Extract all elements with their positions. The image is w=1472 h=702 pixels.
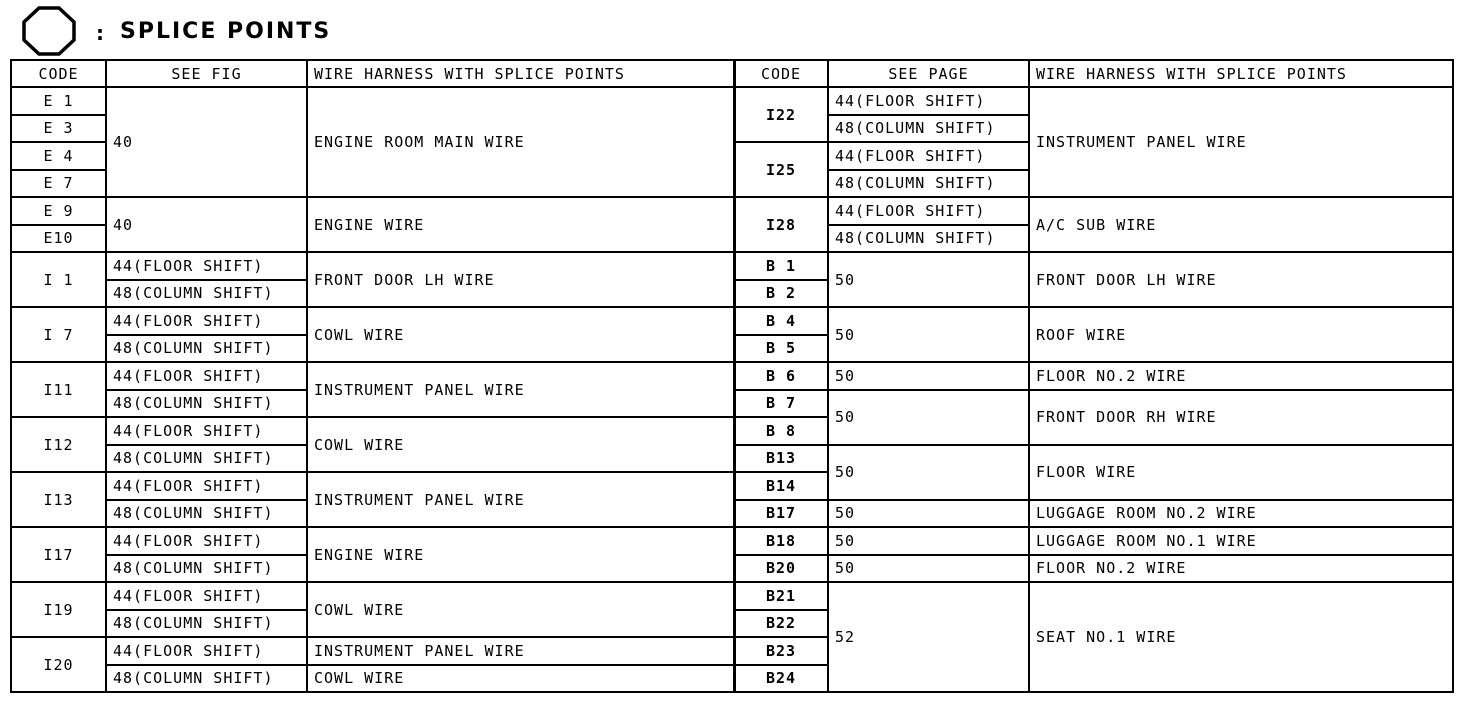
table-row	[11, 527, 735, 555]
code-cell: I13	[11, 472, 106, 527]
wire-harness-cell: INSTRUMENT PANEL WIRE	[307, 362, 735, 417]
see-fig-cell: 44(FLOOR SHIFT)	[106, 582, 307, 610]
table-row	[11, 252, 735, 280]
see-fig-cell: 44(FLOOR SHIFT)	[106, 362, 307, 390]
table-row	[11, 87, 735, 115]
column-header-code: CODE	[734, 60, 828, 87]
code-cell: B 4	[734, 307, 828, 335]
wire-harness-cell: LUGGAGE ROOM NO.2 WIRE	[1029, 500, 1453, 528]
see-fig-cell: 48(COLUMN SHIFT)	[106, 665, 307, 693]
column-header-wire-harness: WIRE HARNESS WITH SPLICE POINTS	[1029, 60, 1453, 87]
code-cell: B 7	[734, 390, 828, 418]
see-page-cell: 50	[828, 252, 1029, 307]
table-row	[734, 307, 1453, 335]
table-row	[734, 252, 1453, 280]
table-row	[734, 390, 1453, 418]
see-page-cell: 50	[828, 390, 1029, 445]
see-fig-cell: 40	[106, 87, 307, 197]
code-cell: B20	[734, 555, 828, 583]
code-cell: B21	[734, 582, 828, 610]
wire-harness-cell: COWL WIRE	[307, 417, 735, 472]
see-fig-cell: 44(FLOOR SHIFT)	[106, 637, 307, 665]
code-cell: E 4	[11, 142, 106, 170]
table-row	[11, 637, 735, 665]
wire-harness-cell: FRONT DOOR LH WIRE	[307, 252, 735, 307]
see-fig-cell: 48(COLUMN SHIFT)	[106, 280, 307, 308]
see-fig-cell: 48(COLUMN SHIFT)	[106, 335, 307, 363]
column-header-see-fig: SEE FIG	[106, 60, 307, 87]
see-fig-cell: 44(FLOOR SHIFT)	[106, 472, 307, 500]
code-cell: E 3	[11, 115, 106, 143]
see-fig-cell: 48(COLUMN SHIFT)	[106, 445, 307, 473]
table-row	[734, 500, 1453, 528]
table-row	[734, 555, 1453, 583]
wire-harness-cell: INSTRUMENT PANEL WIRE	[1029, 87, 1453, 197]
see-page-cell: 50	[828, 555, 1029, 583]
code-cell: B24	[734, 665, 828, 693]
splice-table-right	[733, 59, 1454, 693]
code-cell: B13	[734, 445, 828, 473]
see-fig-cell: 40	[106, 197, 307, 252]
code-cell: E 1	[11, 87, 106, 115]
code-cell: B22	[734, 610, 828, 638]
wire-harness-cell: FRONT DOOR LH WIRE	[1029, 252, 1453, 307]
code-cell: B 8	[734, 417, 828, 445]
wire-harness-cell: ENGINE ROOM MAIN WIRE	[307, 87, 735, 197]
see-page-cell: 44(FLOOR SHIFT)	[828, 87, 1029, 115]
code-cell: E 9	[11, 197, 106, 225]
code-cell: B17	[734, 500, 828, 528]
wire-harness-cell: FLOOR NO.2 WIRE	[1029, 362, 1453, 390]
see-page-cell: 50	[828, 500, 1029, 528]
wire-harness-cell: FLOOR WIRE	[1029, 445, 1453, 500]
wire-harness-cell: ENGINE WIRE	[307, 527, 735, 582]
wire-harness-cell: ROOF WIRE	[1029, 307, 1453, 362]
wire-harness-cell: COWL WIRE	[307, 665, 735, 693]
see-fig-cell: 44(FLOOR SHIFT)	[106, 307, 307, 335]
wire-harness-cell: INSTRUMENT PANEL WIRE	[307, 472, 735, 527]
wire-harness-cell: FLOOR NO.2 WIRE	[1029, 555, 1453, 583]
see-page-cell: 50	[828, 307, 1029, 362]
see-page-cell: 50	[828, 445, 1029, 500]
code-cell: I25	[734, 142, 828, 197]
column-header-wire-harness: WIRE HARNESS WITH SPLICE POINTS	[307, 60, 735, 87]
see-page-cell: 44(FLOOR SHIFT)	[828, 142, 1029, 170]
wire-harness-cell: ENGINE WIRE	[307, 197, 735, 252]
page-header	[22, 6, 331, 56]
table-header-row	[11, 60, 735, 87]
code-cell: I22	[734, 87, 828, 142]
see-page-cell: 48(COLUMN SHIFT)	[828, 225, 1029, 253]
table-row	[11, 665, 735, 693]
code-cell: B 1	[734, 252, 828, 280]
wire-harness-cell: A/C SUB WIRE	[1029, 197, 1453, 252]
splice-table-left	[10, 59, 736, 693]
table-row	[734, 197, 1453, 225]
table-row	[11, 417, 735, 445]
table-row	[734, 582, 1453, 610]
code-cell: B18	[734, 527, 828, 555]
code-cell: I 7	[11, 307, 106, 362]
code-cell: B23	[734, 637, 828, 665]
table-row	[11, 582, 735, 610]
wire-harness-cell: SEAT NO.1 WIRE	[1029, 582, 1453, 692]
code-cell: I19	[11, 582, 106, 637]
code-cell: E10	[11, 225, 106, 253]
see-page-cell: 44(FLOOR SHIFT)	[828, 197, 1029, 225]
wire-harness-cell: FRONT DOOR RH WIRE	[1029, 390, 1453, 445]
code-cell: I28	[734, 197, 828, 252]
octagon-icon	[22, 6, 76, 56]
table-header-row	[734, 60, 1453, 87]
see-fig-cell: 44(FLOOR SHIFT)	[106, 417, 307, 445]
table-row	[734, 362, 1453, 390]
page-title: SPLICE POINTS	[120, 18, 332, 44]
code-cell: E 7	[11, 170, 106, 198]
table-row	[11, 362, 735, 390]
code-cell: B 5	[734, 335, 828, 363]
see-fig-cell: 48(COLUMN SHIFT)	[106, 500, 307, 528]
see-fig-cell: 48(COLUMN SHIFT)	[106, 555, 307, 583]
see-page-cell: 50	[828, 527, 1029, 555]
see-fig-cell: 48(COLUMN SHIFT)	[106, 610, 307, 638]
code-cell: B 6	[734, 362, 828, 390]
table-row	[734, 527, 1453, 555]
table-row	[11, 197, 735, 225]
see-page-cell: 48(COLUMN SHIFT)	[828, 170, 1029, 198]
see-page-cell: 50	[828, 362, 1029, 390]
code-cell: I17	[11, 527, 106, 582]
code-cell: I20	[11, 637, 106, 692]
wire-harness-cell: INSTRUMENT PANEL WIRE	[307, 637, 735, 665]
see-fig-cell: 44(FLOOR SHIFT)	[106, 252, 307, 280]
see-fig-cell: 48(COLUMN SHIFT)	[106, 390, 307, 418]
column-header-code: CODE	[11, 60, 106, 87]
table-row	[734, 87, 1453, 115]
see-page-cell: 48(COLUMN SHIFT)	[828, 115, 1029, 143]
title-colon: :	[96, 21, 104, 45]
code-cell: B 2	[734, 280, 828, 308]
see-page-cell: 52	[828, 582, 1029, 692]
wire-harness-cell: COWL WIRE	[307, 582, 735, 637]
see-fig-cell: 44(FLOOR SHIFT)	[106, 527, 307, 555]
code-cell: I12	[11, 417, 106, 472]
code-cell: B14	[734, 472, 828, 500]
wire-harness-cell: COWL WIRE	[307, 307, 735, 362]
wire-harness-cell: LUGGAGE ROOM NO.1 WIRE	[1029, 527, 1453, 555]
column-header-see-page: SEE PAGE	[828, 60, 1029, 87]
code-cell: I11	[11, 362, 106, 417]
table-row	[734, 445, 1453, 473]
table-row	[11, 307, 735, 335]
code-cell: I 1	[11, 252, 106, 307]
table-row	[11, 472, 735, 500]
